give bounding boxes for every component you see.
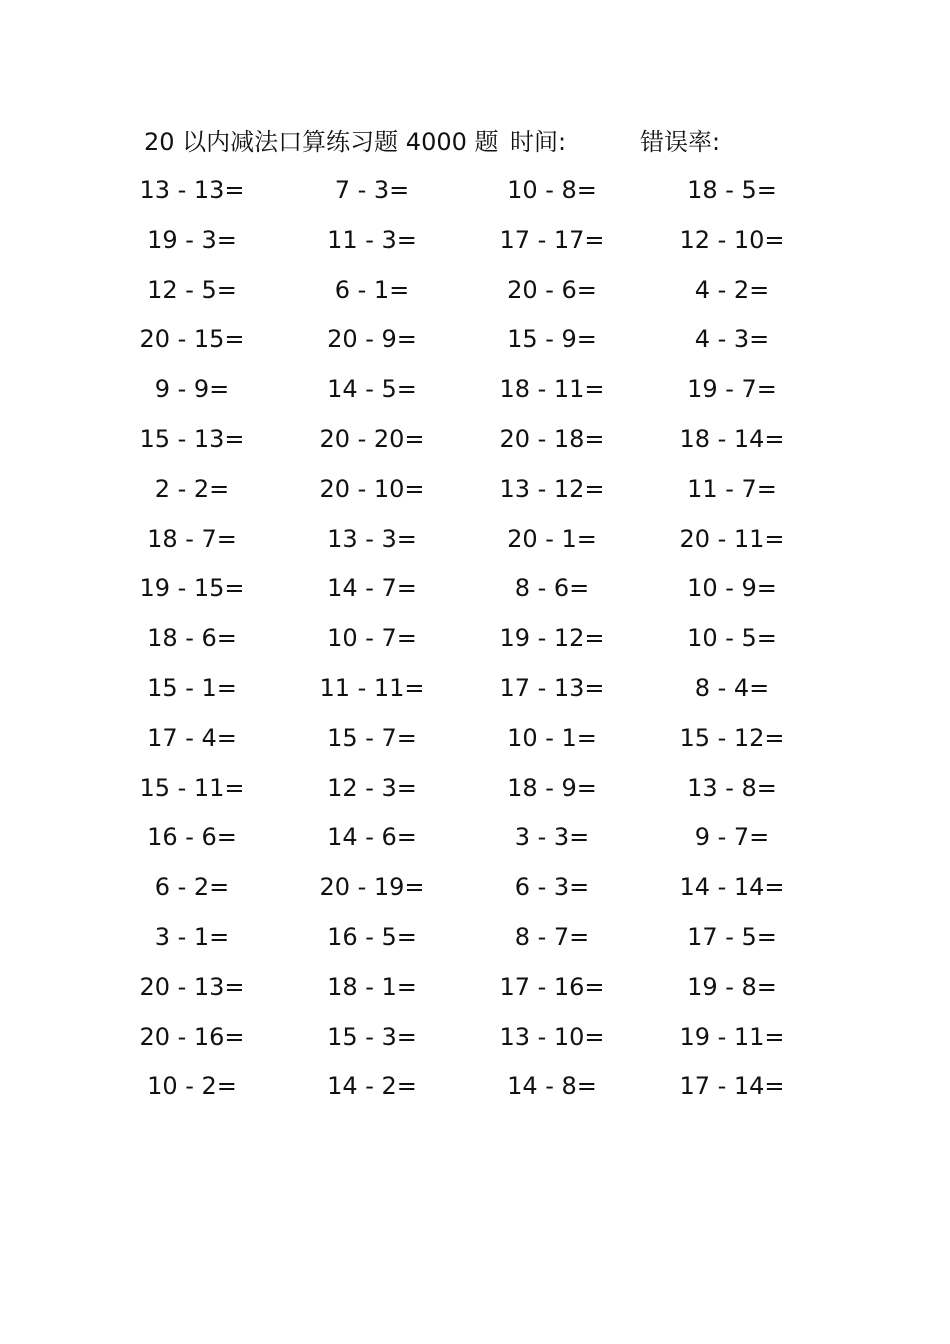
- problem-r15-c1: 6 - 2=: [154, 873, 230, 902]
- problem-r3-c2: 6 - 1=: [334, 275, 410, 304]
- problem-r6-c2: 20 - 20=: [319, 425, 425, 453]
- problem-r8-c3: 20 - 1=: [507, 524, 597, 553]
- problem-r8-c4: 20 - 11=: [679, 524, 785, 553]
- problem-r2-c1: 19 - 3=: [147, 225, 237, 254]
- problem-r4-c1: 20 - 15=: [139, 325, 245, 354]
- problem-r10-c1: 18 - 6=: [147, 624, 237, 653]
- problem-r3-c3: 20 - 6=: [507, 275, 597, 304]
- problem-r1-c1: 13 - 13=: [139, 176, 245, 204]
- problem-r12-c3: 10 - 1=: [507, 723, 597, 752]
- problem-r7-c4: 11 - 7=: [687, 474, 777, 503]
- problem-r10-c3: 19 - 12=: [499, 624, 605, 653]
- problem-r11-c1: 15 - 1=: [147, 674, 237, 702]
- problem-r5-c4: 19 - 7=: [687, 375, 777, 404]
- problem-r2-c3: 17 - 17=: [499, 225, 605, 254]
- problem-r19-c3: 14 - 8=: [507, 1072, 597, 1101]
- problem-r3-c4: 4 - 2=: [694, 275, 770, 304]
- time-label: 时间:: [510, 128, 567, 156]
- problem-r5-c1: 9 - 9=: [154, 375, 230, 404]
- problem-r4-c4: 4 - 3=: [694, 325, 770, 354]
- problem-r10-c2: 10 - 7=: [327, 624, 417, 653]
- problem-r11-c3: 17 - 13=: [499, 674, 605, 702]
- problem-r4-c3: 15 - 9=: [507, 325, 597, 354]
- problem-r19-c4: 17 - 14=: [679, 1072, 785, 1101]
- problem-r16-c4: 17 - 5=: [687, 923, 777, 951]
- problem-r6-c1: 15 - 13=: [139, 425, 245, 453]
- problem-r9-c4: 10 - 9=: [687, 574, 777, 603]
- problem-r13-c2: 12 - 3=: [327, 773, 417, 802]
- problem-r3-c1: 12 - 5=: [147, 275, 237, 304]
- problem-r4-c2: 20 - 9=: [327, 325, 417, 354]
- problem-r16-c2: 16 - 5=: [327, 923, 417, 951]
- problem-r7-c2: 20 - 10=: [319, 474, 425, 503]
- problem-r2-c4: 12 - 10=: [679, 225, 785, 254]
- problem-r6-c4: 18 - 14=: [679, 425, 785, 453]
- problem-r13-c1: 15 - 11=: [139, 773, 245, 802]
- problem-r10-c4: 10 - 5=: [687, 624, 777, 653]
- problem-r2-c2: 11 - 3=: [327, 225, 417, 254]
- problem-r9-c1: 19 - 15=: [139, 574, 245, 603]
- problem-r9-c3: 8 - 6=: [514, 574, 590, 603]
- problem-r14-c4: 9 - 7=: [694, 823, 770, 852]
- problem-r1-c4: 18 - 5=: [687, 176, 777, 204]
- problem-r19-c1: 10 - 2=: [147, 1072, 237, 1101]
- problem-r5-c3: 18 - 11=: [499, 375, 605, 404]
- problem-r19-c2: 14 - 2=: [327, 1072, 417, 1101]
- problem-r17-c2: 18 - 1=: [327, 972, 417, 1001]
- problem-r17-c1: 20 - 13=: [139, 972, 245, 1001]
- problem-r14-c3: 3 - 3=: [514, 823, 590, 852]
- problem-r9-c2: 14 - 7=: [327, 574, 417, 603]
- problem-r18-c1: 20 - 16=: [139, 1022, 245, 1051]
- problem-r5-c2: 14 - 5=: [327, 375, 417, 404]
- problem-r12-c2: 15 - 7=: [327, 723, 417, 752]
- problem-r11-c4: 8 - 4=: [694, 674, 770, 702]
- problem-r8-c2: 13 - 3=: [327, 524, 417, 553]
- problem-r12-c1: 17 - 4=: [147, 723, 237, 752]
- problem-r18-c3: 13 - 10=: [499, 1022, 605, 1051]
- problem-r13-c3: 18 - 9=: [507, 773, 597, 802]
- problem-r7-c3: 13 - 12=: [499, 474, 605, 503]
- error-rate-label: 错误率:: [640, 128, 721, 156]
- problem-r7-c1: 2 - 2=: [154, 474, 230, 503]
- worksheet-title: 20 以内减法口算练习题 4000 题: [144, 128, 499, 156]
- problem-r17-c4: 19 - 8=: [687, 972, 777, 1001]
- problem-r12-c4: 15 - 12=: [679, 723, 785, 752]
- problem-r15-c4: 14 - 14=: [679, 873, 785, 902]
- problem-r15-c3: 6 - 3=: [514, 873, 590, 902]
- problem-r14-c1: 16 - 6=: [147, 823, 237, 852]
- problem-r6-c3: 20 - 18=: [499, 425, 605, 453]
- problem-r14-c2: 14 - 6=: [327, 823, 417, 852]
- problem-r15-c2: 20 - 19=: [319, 873, 425, 902]
- problem-r18-c4: 19 - 11=: [679, 1022, 785, 1051]
- problem-r17-c3: 17 - 16=: [499, 972, 605, 1001]
- problem-r16-c3: 8 - 7=: [514, 923, 590, 951]
- problem-r1-c2: 7 - 3=: [334, 176, 410, 204]
- problem-r16-c1: 3 - 1=: [154, 923, 230, 951]
- problem-r8-c1: 18 - 7=: [147, 524, 237, 553]
- problem-r13-c4: 13 - 8=: [687, 773, 777, 802]
- problem-r1-c3: 10 - 8=: [507, 176, 597, 204]
- problem-r18-c2: 15 - 3=: [327, 1022, 417, 1051]
- problem-r11-c2: 11 - 11=: [319, 674, 425, 702]
